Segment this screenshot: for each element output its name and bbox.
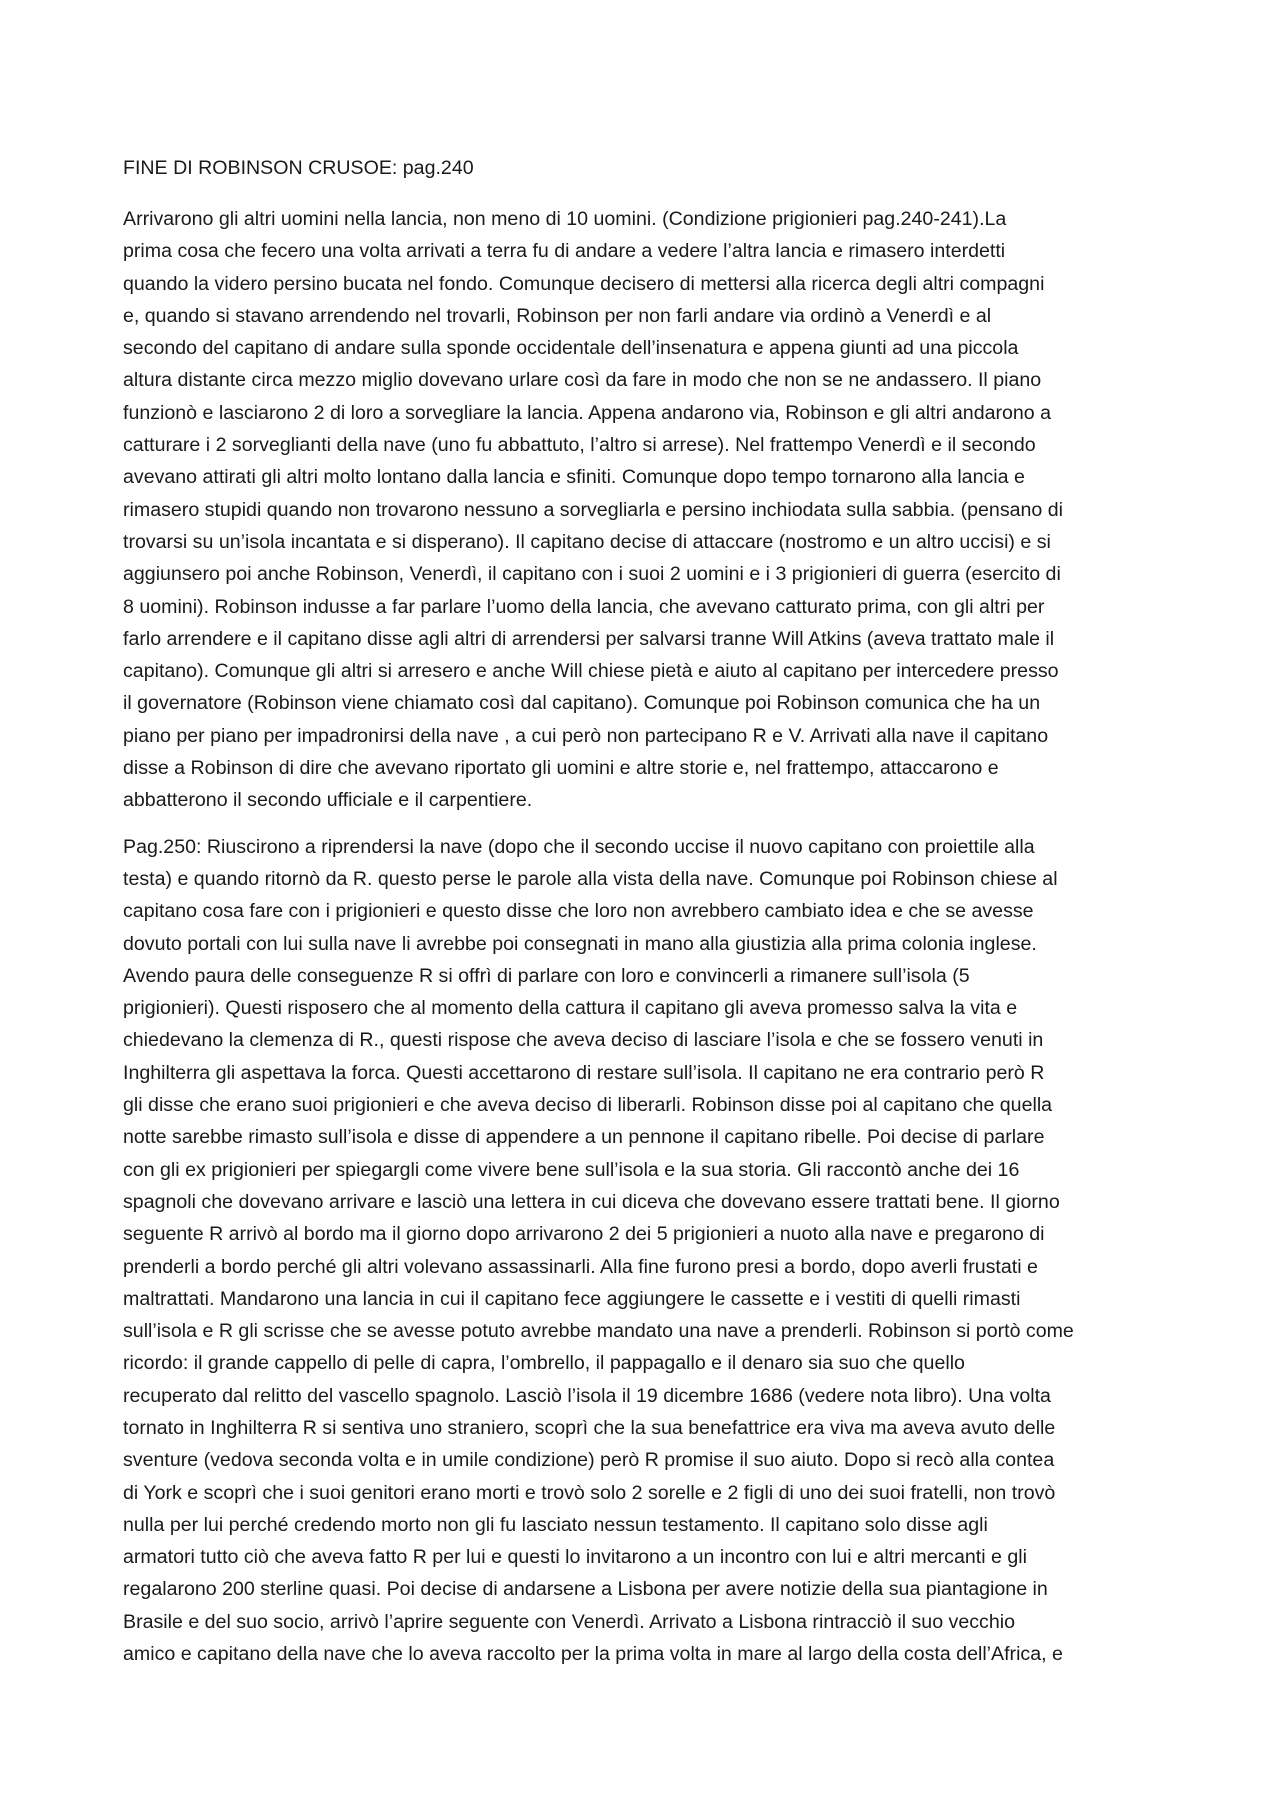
text-line: testa) e quando ritornò da R. questo perse le parole alla vista della nave. Comunque poi Robinson chiese al [123,867,1058,890]
document-body [123,203,1167,1670]
text-line: chiedevano la clemenza di R., questi rispose che aveva deciso di lasciare l’isola e che se fossero venuti in [123,1029,1044,1052]
text-line: capitano cosa fare con i prigionieri e questo disse che loro non avrebbero cambiato idea e che se avesse [123,900,1034,923]
text-line: catturare i 2 sorveglianti della nave (uno fu abbattuto, l’altro si arrese). Nel frattempo Venerdì e il secondo [123,434,1036,457]
text-line: tornato in Inghilterra R si sentiva uno straniero, scoprì che la sua benefattrice era viva ma aveva avuto delle [123,1416,1056,1439]
text-line: abbatterono il secondo ufficiale e il carpentiere. [123,789,533,812]
text-line: Inghilterra gli aspettava la forca. Questi accettarono di restare sull’isola. Il capitano ne era contrario però R [123,1061,1045,1084]
paragraph-2 [123,831,1167,1671]
text-line: nulla per lui perché credendo morto non gli fu lasciato nessun testamento. Il capitano solo disse agli [123,1513,988,1536]
text-line: altura distante circa mezzo miglio dovevano urlare così da fare in modo che non se ne andassero. Il piano [123,369,1042,392]
text-line: trovarsi su un’isola incantata e si disperano). Il capitano decise di attaccare (nostromo e un altro uccisi) e si [123,530,1051,553]
text-line: dovuto portali con lui sulla nave li avrebbe poi consegnati in mano alla giustizia alla prima colonia inglese. [123,932,1037,955]
text-line: di York e scoprì che i suoi genitori erano morti e trovò solo 2 sorelle e 2 figli di uno dei suoi fratelli, non trovò [123,1481,1056,1504]
text-line: notte sarebbe rimasto sull’isola e disse di appendere a un pennone il capitano ribelle. Poi decise di parlare [123,1126,1045,1149]
text-line: 8 uomini). Robinson indusse a far parlare l’uomo della lancia, che avevano catturato prima, con gli altri per [123,595,1045,618]
text-line: ricordo: il grande cappello di pelle di capra, l’ombrello, il pappagallo e il denaro sia suo che quello [123,1352,965,1375]
text-line: quando la videro persino bucata nel fondo. Comunque decisero di mettersi alla ricerca degli altri compagni [123,272,1045,295]
text-line: capitano). Comunque gli altri si arresero e anche Will chiese pietà e aiuto al capitano per intercedere presso [123,660,1059,683]
text-line: il governatore (Robinson viene chiamato così dal capitano). Comunque poi Robinson comunica che ha un [123,692,1041,715]
text-line: amico e capitano della nave che lo aveva raccolto per la prima volta in mare al largo della costa dell’Africa, e [123,1643,1063,1666]
text-line: farlo arrendere e il capitano disse agli altri di arrendersi per salvarsi tranne Will Atkins (aveva trattato male il [123,627,1055,650]
text-line: regalarono 200 sterline quasi. Poi decise di andarsene a Lisbona per avere notizie della sua piantagione in [123,1578,1048,1601]
text-line: spagnoli che dovevano arrivare e lasciò una lettera in cui diceva che dovevano essere trattati bene. Il giorno [123,1190,1060,1213]
text-line: sventure (vedova seconda volta e in umile condizione) però R promise il suo aiuto. Dopo si recò alla contea [123,1449,1055,1472]
text-line: Brasile e del suo socio, arrivò l’aprire seguente con Venerdì. Arrivato a Lisbona rintracciò il suo vecchio [123,1610,1015,1633]
text-line: secondo del capitano di andare sulla sponde occidentale dell’insenatura e appena giunti ad una piccola [123,337,1019,360]
document-page [123,153,1167,1684]
text-line: prigionieri). Questi risposero che al momento della cattura il capitano gli aveva promesso salva la vita e [123,997,1018,1020]
text-line: avevano attirati gli altri molto lontano dalla lancia e sfiniti. Comunque dopo tempo tornarono alla lancia e [123,466,1025,489]
text-line: con gli ex prigionieri per spiegargli come vivere bene sull’isola e la sua storia. Gli raccontò anche dei 16 [123,1158,1020,1181]
text-line: gli disse che erano suoi prigionieri e che aveva deciso di liberarli. Robinson disse poi al capitano che quella [123,1094,1053,1117]
text-line: disse a Robinson di dire che avevano riportato gli uomini e altre storie e, nel frattempo, attaccarono e [123,757,999,780]
text-line: maltrattati. Mandarono una lancia in cui il capitano fece aggiungere le cassette e i vestiti di quelli rimasti [123,1287,1021,1310]
text-line: prenderli a bordo perché gli altri volevano assassinarli. Alla fine furono presi a bordo, dopo averli frustati e [123,1255,1038,1278]
text-line: Arrivarono gli altri uomini nella lancia, non meno di 10 uomini. (Condizione prigionieri pag.240-241).La [123,208,1007,230]
document-title: FINE DI ROBINSON CRUSOE: pag.240 [123,157,474,179]
text-line: rimasero stupidi quando non trovarono nessuno a sorvegliarla e persino inchiodata sulla sabbia. (pensano di [123,498,1064,521]
text-line: armatori tutto ciò che aveva fatto R per lui e questi lo invitarono a un incontro con lui e altri mercanti e gli [123,1546,1027,1569]
text-line: Pag.250: Riuscirono a riprendersi la nave (dopo che il secondo uccise il nuovo capitano con proiettile alla [123,835,1035,858]
text-line: e, quando si stavano arrendendo nel trovarli, Robinson per non farli andare via ordinò a Venerdì e al [123,304,992,327]
text-line: piano per piano per impadronirsi della nave , a cui però non partecipano R e V. Arrivati alla nave il capitano [123,724,1049,747]
text-line: aggiunsero poi anche Robinson, Venerdì, il capitano con i suoi 2 uomini e i 3 prigionieri di guerra (esercito di [123,563,1061,586]
text-line: recuperato dal relitto del vascello spagnolo. Lasciò l’isola il 19 dicembre 1686 (vedere nota libro). Una volta [123,1384,1051,1407]
text-line: funzionò e lasciarono 2 di loro a sorvegliare la lancia. Appena andarono via, Robinson e gli altri andarono a [123,401,1052,424]
text-line: Avendo paura delle conseguenze R si offrì di parlare con loro e convincerli a rimanere sull’isola (5 [123,964,970,987]
text-line: prima cosa che fecero una volta arrivati a terra fu di andare a vedere l’altra lancia e rimasero interdetti [123,240,1006,263]
paragraph-1 [123,203,1167,817]
text-line: sull’isola e R gli scrisse che se avesse potuto avrebbe mandato una nave a prenderli. Robinson si portò come [123,1320,1074,1343]
text-line: seguente R arrivò al bordo ma il giorno dopo arrivarono 2 dei 5 prigionieri a nuoto alla nave e pregarono di [123,1223,1045,1246]
